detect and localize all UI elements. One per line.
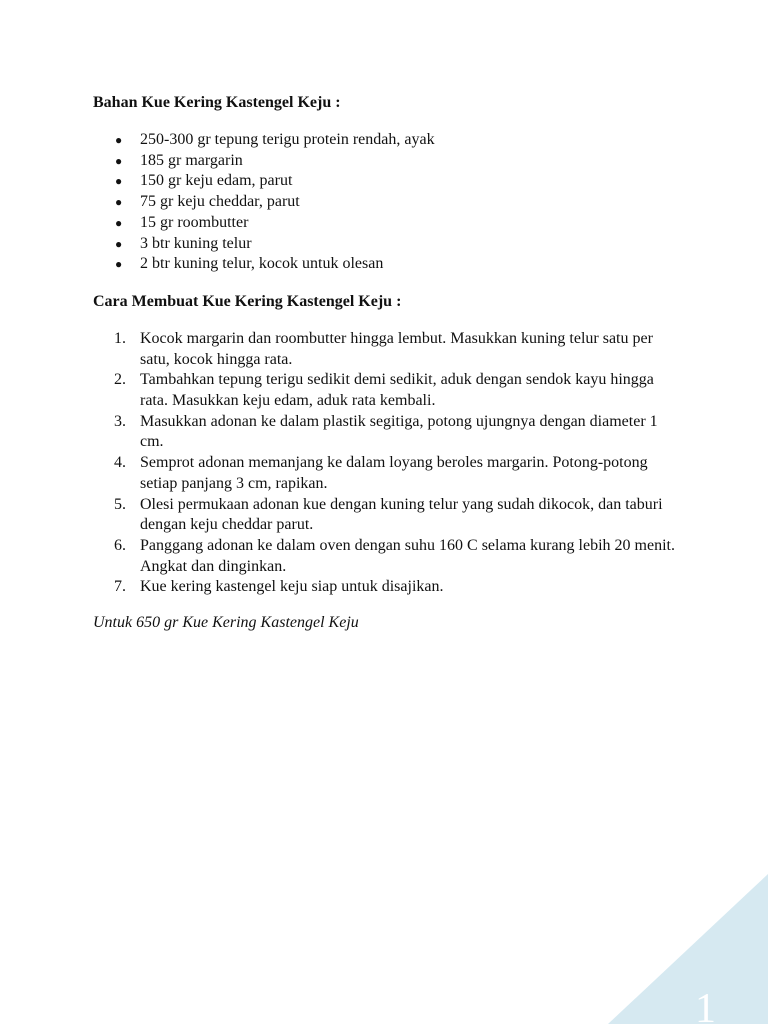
step-text: Semprot adonan memanjang ke dalam loyang beroles margarin. Potong-potong setiap panjang 3 cm, rapikan.	[140, 454, 648, 492]
step-text: Masukkan adonan ke dalam plastik segitiga, potong ujungnya dengan diameter 1 cm.	[140, 412, 658, 451]
steps-list	[93, 329, 693, 598]
step-text: Kue kering kastengel keju siap untuk disajikan.	[140, 578, 444, 596]
bullet-icon: ●	[115, 133, 123, 147]
bullet-icon: ●	[115, 215, 123, 230]
ingredient-item: ● 2 btr kuning telur, kocok untuk olesan	[93, 254, 693, 275]
steps-heading: Cara Membuat Kue Kering Kastengel Keju :	[93, 292, 402, 310]
step-text: Tambahkan tepung terigu sedikit demi sedikit, aduk dengan sendok kayu hingga rata. Masukkan keju edam, aduk rata kembali.	[140, 371, 654, 410]
step-item	[93, 536, 685, 577]
corner-decoration	[608, 874, 768, 1024]
ingredient-item: ● 3 btr kuning telur	[93, 234, 693, 255]
step-number: 1.	[114, 329, 126, 347]
step-item	[93, 329, 685, 370]
corner-triangle	[608, 874, 768, 1024]
step-text: Kocok margarin dan roombutter hingga lembut. Masukkan kuning telur satu per satu, kocok hingga rata.	[140, 329, 653, 368]
step-item	[93, 412, 685, 453]
ingredient-item: ● 75 gr keju cheddar, parut	[93, 192, 693, 213]
ingredient-item: ● 15 gr roombutter	[93, 213, 693, 234]
bullet-icon: ●	[115, 257, 123, 272]
ingredient-item: ● 250-300 gr tepung terigu protein rendah, ayak	[93, 130, 693, 151]
step-text: Panggang adonan ke dalam oven dengan suhu 160 C selama kurang lebih 20 menit. Angkat dan dinginkan.	[140, 536, 675, 575]
step-number: 3.	[114, 412, 126, 430]
ingredient-item: ● 150 gr keju edam, parut	[93, 171, 693, 192]
step-item	[93, 577, 685, 598]
step-number: 5.	[114, 495, 126, 513]
step-number: 4.	[114, 454, 126, 472]
step-number: 7.	[114, 578, 126, 596]
step-text: Olesi permukaan adonan kue dengan kuning telur yang sudah dikocok, dan taburi dengan keju cheddar parut.	[140, 495, 663, 534]
step-item	[93, 370, 685, 411]
recipe-content	[93, 92, 693, 650]
bullet-icon: ●	[115, 153, 123, 168]
ingredients-heading: Bahan Kue Kering Kastengel Keju :	[93, 94, 341, 111]
page-number: 1	[695, 986, 716, 1024]
bullet-icon: ●	[115, 236, 123, 251]
yield-note: Untuk 650 gr Kue Kering Kastengel Keju	[93, 614, 359, 632]
bullet-icon: ●	[115, 174, 123, 189]
step-number: 2.	[114, 371, 126, 389]
ingredient-item: ● 185 gr margarin	[93, 151, 693, 172]
bullet-icon: ●	[115, 195, 123, 210]
step-item	[93, 495, 685, 536]
ingredients-list	[93, 130, 693, 275]
step-number: 6.	[114, 536, 126, 554]
step-item	[93, 453, 685, 494]
